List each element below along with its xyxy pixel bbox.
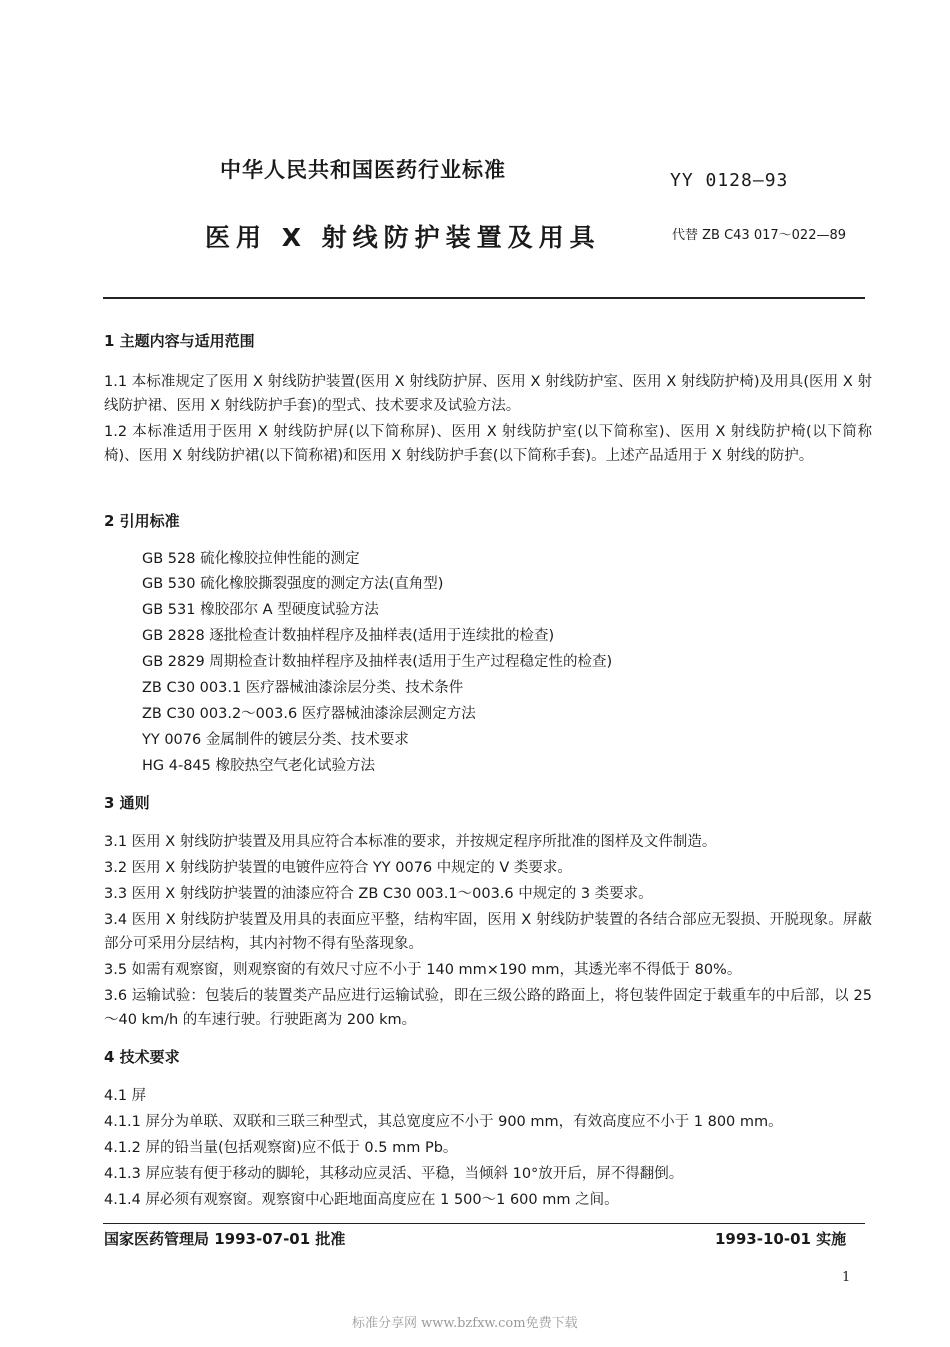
reference-item: YY 0076 金属制件的镀层分类、技术要求 [142,732,409,748]
page-number: 1 [842,1270,851,1285]
section-1-heading: 1 主题内容与适用范围 [104,332,255,350]
reference-item: GB 528 硫化橡胶拉伸性能的测定 [142,551,360,567]
clause-3-3: 3.3 医用 X 射线防护装置的油漆应符合 ZB C30 003.1～003.6 中规定的 3 类要求。 [104,886,653,902]
implementation-date: 1993-10-01 实施 [715,1230,847,1248]
clause-3-4: 3.4 医用 X 射线防护装置及用具的表面应平整，结构牢固，医用 X 射线防护装置的各结合部应无裂损、开脱现象。屏蔽部分可采用分层结构，其内衬物不得有坠落现象。 [104,912,872,952]
org-title: 中华人民共和国医药行业标准 [220,158,506,182]
reference-item: GB 531 橡胶邵尔 A 型硬度试验方法 [142,602,379,618]
reference-item: ZB C30 003.2～003.6 医疗器械油漆涂层测定方法 [142,706,476,722]
reference-item: HG 4-845 橡胶热空气老化试验方法 [142,758,375,774]
clause-3-2: 3.2 医用 X 射线防护装置的电镀件应符合 YY 0076 中规定的 V 类要求。 [104,860,572,876]
clause-3-6: 3.6 运输试验：包装后的装置类产品应进行运输试验，即在三级公路的路面上，将包装件固定于载重车的中后部，以 25～40 km/h 的车速行驶。行驶距离为 200 km。 [104,988,872,1028]
standard-number: YY 0128—93 [670,170,789,191]
clause-3-5: 3.5 如需有观察窗，则观察窗的有效尺寸应不小于 140 mm×190 mm，其透光率不得低于 80%。 [104,962,742,978]
clause-1-2: 1.2 本标准适用于医用 X 射线防护屏(以下简称屏)、医用 X 射线防护室(以下简称室)、医用 X 射线防护椅(以下简称椅)、医用 X 射线防护裙(以下简称裙)和医用 X 射线防护手套(以下简称手套)。上述产品适用于 X 射线的防护。 [104,424,872,464]
clause-1-1: 1.1 本标准规定了医用 X 射线防护装置(医用 X 射线防护屏、医用 X 射线防护室、医用 X 射线防护椅)及用具(医用 X 射线防护裙、医用 X 射线防护手套)的型式、技术要求及试验方法。 [104,374,872,414]
watermark: 标准分享网 www.bzfxw.com免费下载 [352,1316,578,1331]
clause-4-1-3: 4.1.3 屏应装有便于移动的脚轮，其移动应灵活、平稳，当倾斜 10°放开后，屏不得翻倒。 [104,1166,684,1182]
footer-divider [103,1223,865,1224]
approval-line: 国家医药管理局 1993-07-01 批准 [104,1230,346,1248]
reference-item: GB 530 硫化橡胶撕裂强度的测定方法(直角型) [142,576,444,592]
clause-3-1: 3.1 医用 X 射线防护装置及用具应符合本标准的要求，并按规定程序所批准的图样及文件制造。 [104,834,717,850]
clause-4-1: 4.1 屏 [104,1088,147,1104]
clause-4-1-1: 4.1.1 屏分为单联、双联和三联三种型式，其总宽度应不小于 900 mm，有效高度应不小于 1 800 mm。 [104,1114,783,1130]
clause-4-1-4: 4.1.4 屏必须有观察窗。观察窗中心距地面高度应在 1 500～1 600 mm 之间。 [104,1192,619,1208]
reference-item: ZB C30 003.1 医疗器械油漆涂层分类、技术条件 [142,680,464,696]
reference-item: GB 2828 逐批检查计数抽样程序及抽样表(适用于连续批的检查) [142,628,555,644]
replaces-note: 代替 ZB C43 017～022—89 [672,228,847,243]
clause-4-1-2: 4.1.2 屏的铅当量(包括观察窗)应不低于 0.5 mm Pb。 [104,1140,458,1156]
page-title: 医用 X 射线防护装置及用具 [205,223,601,252]
header-divider [103,297,865,299]
section-4-heading: 4 技术要求 [104,1048,180,1066]
section-3-heading: 3 通则 [104,794,150,812]
section-2-heading: 2 引用标准 [104,512,180,530]
reference-item: GB 2829 周期检查计数抽样程序及抽样表(适用于生产过程稳定性的检查) [142,654,613,670]
